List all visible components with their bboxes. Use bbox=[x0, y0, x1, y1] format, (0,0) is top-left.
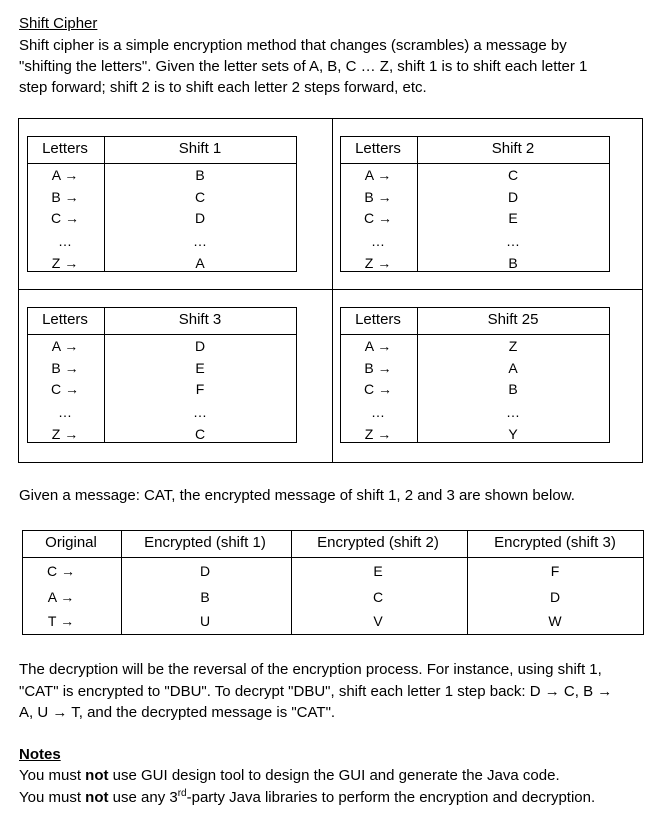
shift-table-shift-header: Shift 25 bbox=[487, 311, 539, 328]
intro-line-2: "shifting the letters". Given the letter sets of A, B, C … Z, shift 1 is to shift each letter 1 bbox=[19, 58, 588, 75]
shift-table-shifted-cell: F bbox=[195, 381, 205, 397]
shift-table-shifted-cell: D bbox=[194, 338, 206, 354]
example-cell: D bbox=[549, 589, 561, 605]
shift-table-shift-header: Shift 2 bbox=[491, 140, 535, 157]
shift-table-shifted-cell: E bbox=[195, 360, 205, 376]
shift-table-letters-header: Letters bbox=[355, 140, 401, 157]
shift-table-letter-cell: C → bbox=[51, 381, 79, 397]
shift-table-shifted-cell: C bbox=[194, 426, 206, 442]
example-cell: V bbox=[373, 613, 383, 629]
example-cell: B bbox=[200, 589, 210, 605]
example-header-shift1: Encrypted (shift 1) bbox=[144, 534, 266, 551]
decryption-line-3: A, U → T, and the decrypted message is "CAT". bbox=[19, 704, 336, 721]
message-line: Given a message: CAT, the encrypted message of shift 1, 2 and 3 are shown below. bbox=[19, 487, 575, 504]
shift-table-shifted-cell: … bbox=[506, 404, 520, 420]
shift-table-letter-cell: C → bbox=[364, 381, 392, 397]
shift-table-letters-header: Letters bbox=[42, 311, 88, 328]
example-cell: C → bbox=[47, 563, 75, 579]
shift-table-shifted-cell: D bbox=[194, 210, 206, 226]
shift-table-letter-cell: B → bbox=[364, 189, 392, 205]
shift-table-letter-cell: A → bbox=[364, 167, 392, 183]
shift-table-letter-cell: Z → bbox=[364, 255, 392, 271]
decryption-line-1: The decryption will be the reversal of the encryption process. For instance, using shift 1, bbox=[19, 661, 602, 678]
example-cell: C bbox=[372, 589, 384, 605]
shift-table-letter-cell: … bbox=[58, 233, 72, 249]
shift-table-letter-cell: C → bbox=[51, 210, 79, 226]
example-cell: F bbox=[550, 563, 560, 579]
shift-table-shifted-cell: A bbox=[195, 255, 205, 271]
shift-table-shifted-cell: Z bbox=[508, 338, 518, 354]
example-header-shift2: Encrypted (shift 2) bbox=[317, 534, 439, 551]
example-cell: W bbox=[548, 613, 562, 629]
example-cell: U bbox=[199, 613, 211, 629]
shift-table-letter-cell: … bbox=[371, 233, 385, 249]
shift-table-letter-cell: B → bbox=[51, 360, 79, 376]
shift-table-shifted-cell: A bbox=[508, 360, 518, 376]
shift-table-shifted-cell: … bbox=[193, 233, 207, 249]
example-header-original: Original bbox=[45, 534, 97, 551]
shift-table-letter-cell: B → bbox=[51, 189, 79, 205]
shift-table-shifted-cell: E bbox=[508, 210, 518, 226]
shift-table-letter-cell: C → bbox=[364, 210, 392, 226]
shift-table-letter-cell: Z → bbox=[51, 255, 79, 271]
decryption-line-2: "CAT" is encrypted to "DBU". To decrypt "DBU", shift each letter 1 step back: D → C, B → bbox=[19, 683, 613, 700]
intro-line-1: Shift cipher is a simple encryption method that changes (scrambles) a message by bbox=[19, 37, 567, 54]
shift-table-shifted-cell: C bbox=[194, 189, 206, 205]
shift-table-shifted-cell: B bbox=[508, 255, 518, 271]
notes-line-1: You must not use GUI design tool to design the GUI and generate the Java code. bbox=[19, 767, 560, 784]
shift-table-shifted-cell: C bbox=[507, 167, 519, 183]
shift-table-shift-header: Shift 1 bbox=[178, 140, 222, 157]
shift-table-letter-cell: … bbox=[58, 404, 72, 420]
shift-table-letter-cell: Z → bbox=[51, 426, 79, 442]
shift-table-letter-cell: … bbox=[371, 404, 385, 420]
notes-title: Notes bbox=[19, 746, 61, 763]
shift-table-letters-header: Letters bbox=[355, 311, 401, 328]
example-cell: D bbox=[199, 563, 211, 579]
shift-table-shifted-cell: B bbox=[508, 381, 518, 397]
example-cell: T → bbox=[47, 613, 75, 629]
shift-table-shifted-cell: D bbox=[507, 189, 519, 205]
example-cell: E bbox=[373, 563, 383, 579]
shift-table-letter-cell: B → bbox=[364, 360, 392, 376]
shift-table-letters-header: Letters bbox=[42, 140, 88, 157]
shift-table-shifted-cell: B bbox=[195, 167, 205, 183]
shift-table-letter-cell: A → bbox=[51, 167, 79, 183]
shift-table-shifted-cell: … bbox=[193, 404, 207, 420]
example-header-shift3: Encrypted (shift 3) bbox=[494, 534, 616, 551]
notes-line-2: You must not use any 3rd-party Java libraries to perform the encryption and decryption. bbox=[19, 788, 596, 806]
shift-table-letter-cell: A → bbox=[51, 338, 79, 354]
intro-line-3: step forward; shift 2 is to shift each letter 2 steps forward, etc. bbox=[19, 79, 427, 96]
shift-table-shifted-cell: … bbox=[506, 233, 520, 249]
section-heading: Shift Cipher bbox=[19, 15, 98, 32]
example-cell: A → bbox=[47, 589, 75, 605]
shift-table-shifted-cell: Y bbox=[508, 426, 518, 442]
shift-table-shift-header: Shift 3 bbox=[178, 311, 222, 328]
shift-table-letter-cell: Z → bbox=[364, 426, 392, 442]
shift-table-letter-cell: A → bbox=[364, 338, 392, 354]
